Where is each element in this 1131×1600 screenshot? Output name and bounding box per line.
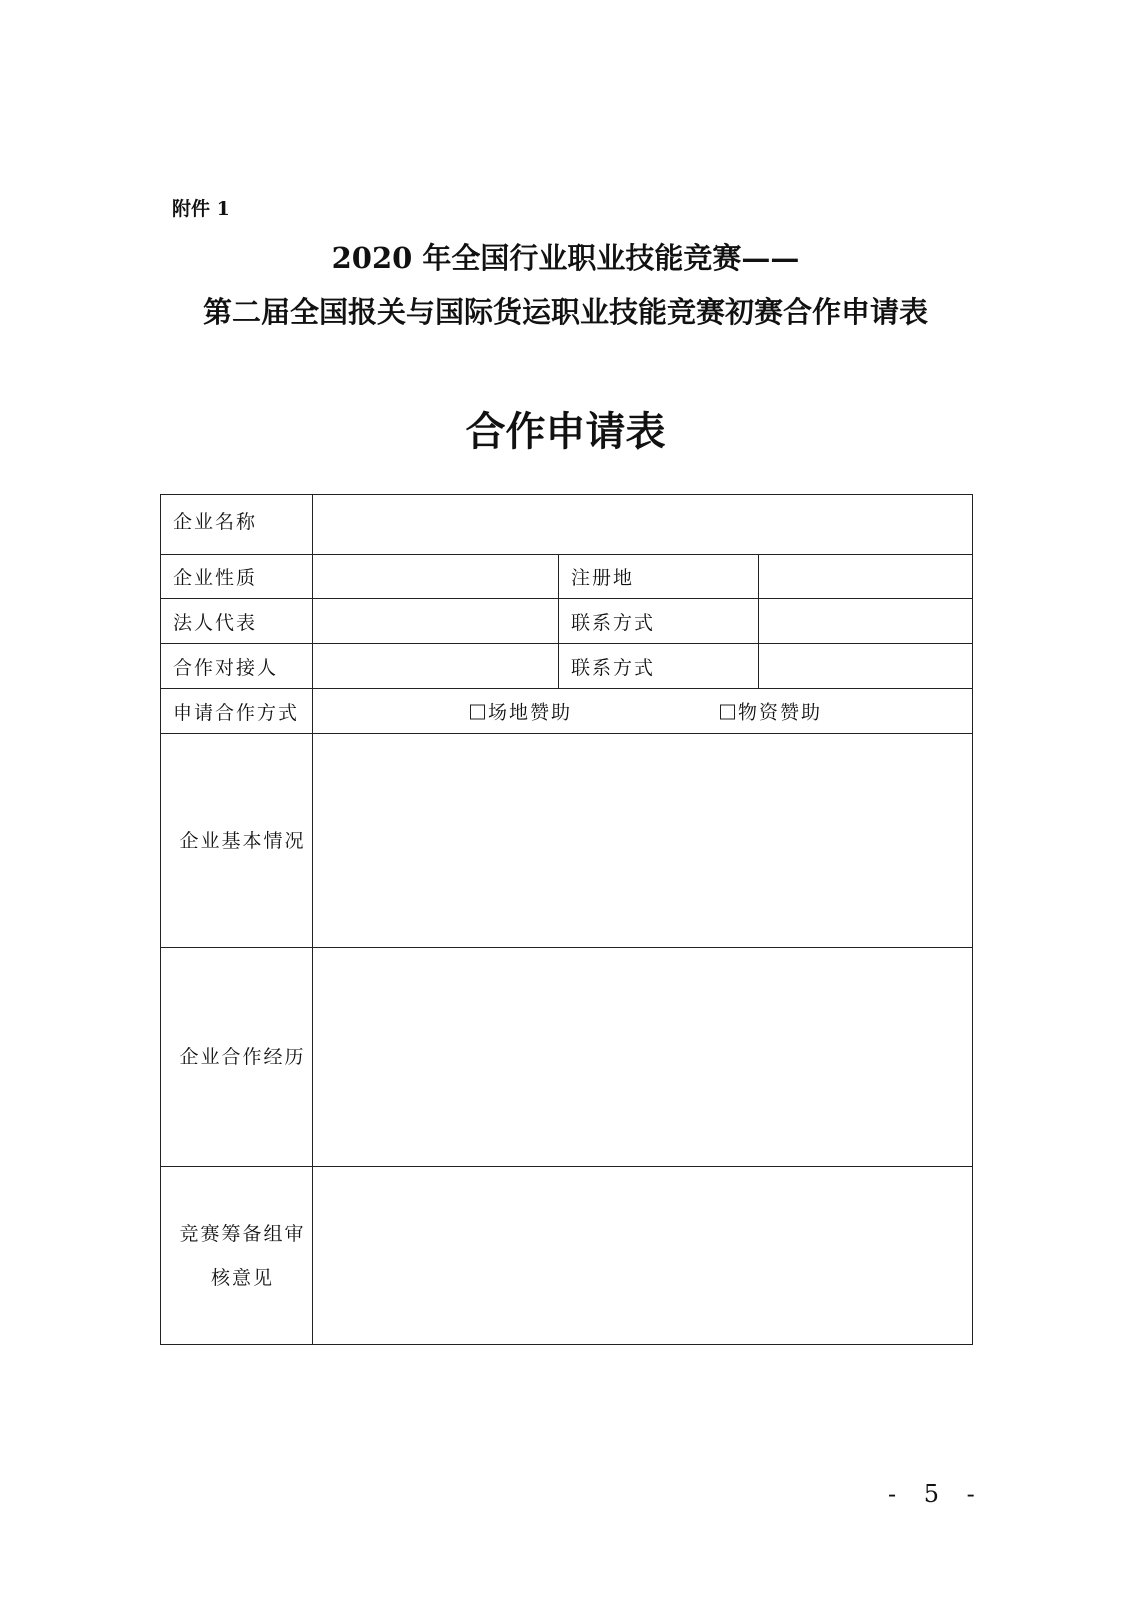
company-name-field[interactable]: [313, 495, 973, 555]
attachment-label: 附件 1: [172, 198, 230, 220]
review-label-line-1: 竞赛筹备组审: [179, 1222, 306, 1245]
document-title-line-1: 2020 年全国行业职业技能竞赛——: [331, 241, 800, 275]
form-heading: 合作申请表: [465, 409, 666, 455]
company-basic-field[interactable]: [313, 734, 973, 948]
row-liaison: [161, 644, 973, 689]
contact-label-2: 联系方式: [559, 644, 759, 689]
materials-sponsorship-option[interactable]: [720, 698, 822, 725]
cooperation-mode-options: [313, 689, 973, 734]
registration-field[interactable]: [759, 555, 973, 599]
review-label-line-2: 核意见: [210, 1266, 274, 1289]
contact-field-1[interactable]: [759, 599, 973, 644]
row-legal-rep: [161, 599, 973, 644]
company-history-field[interactable]: [313, 948, 973, 1167]
company-name-label: 企业名称: [161, 495, 313, 555]
review-field[interactable]: [313, 1167, 973, 1345]
row-cooperation-mode: [161, 689, 973, 734]
review-label: [161, 1167, 313, 1345]
row-company-basic: [161, 734, 973, 948]
materials-checkbox[interactable]: [720, 705, 735, 720]
row-company-history: [161, 948, 973, 1167]
row-company-name: [161, 495, 973, 555]
company-type-label: 企业性质: [161, 555, 313, 599]
venue-checkbox[interactable]: [470, 705, 485, 720]
liaison-label: 合作对接人: [161, 644, 313, 689]
cooperation-mode-label: 申请合作方式: [161, 689, 313, 734]
document-title-line-2: 第二届全国报关与国际货运职业技能竞赛初赛合作申请表: [202, 295, 928, 329]
legal-rep-label: 法人代表: [161, 599, 313, 644]
contact-label-1: 联系方式: [559, 599, 759, 644]
application-form-table: [160, 494, 973, 1345]
materials-option-label: 物资赞助: [738, 701, 823, 724]
company-history-label: 企业合作经历: [161, 948, 313, 1167]
company-type-field[interactable]: [313, 555, 559, 599]
contact-field-2[interactable]: [759, 644, 973, 689]
row-review: [161, 1167, 973, 1345]
company-basic-label: 企业基本情况: [161, 734, 313, 948]
registration-label: 注册地: [559, 555, 759, 599]
venue-sponsorship-option[interactable]: [470, 698, 572, 725]
legal-rep-field[interactable]: [313, 599, 559, 644]
liaison-field[interactable]: [313, 644, 559, 689]
page-number: - 5 -: [888, 1480, 985, 1508]
row-company-type: [161, 555, 973, 599]
venue-option-label: 场地赞助: [488, 701, 573, 724]
